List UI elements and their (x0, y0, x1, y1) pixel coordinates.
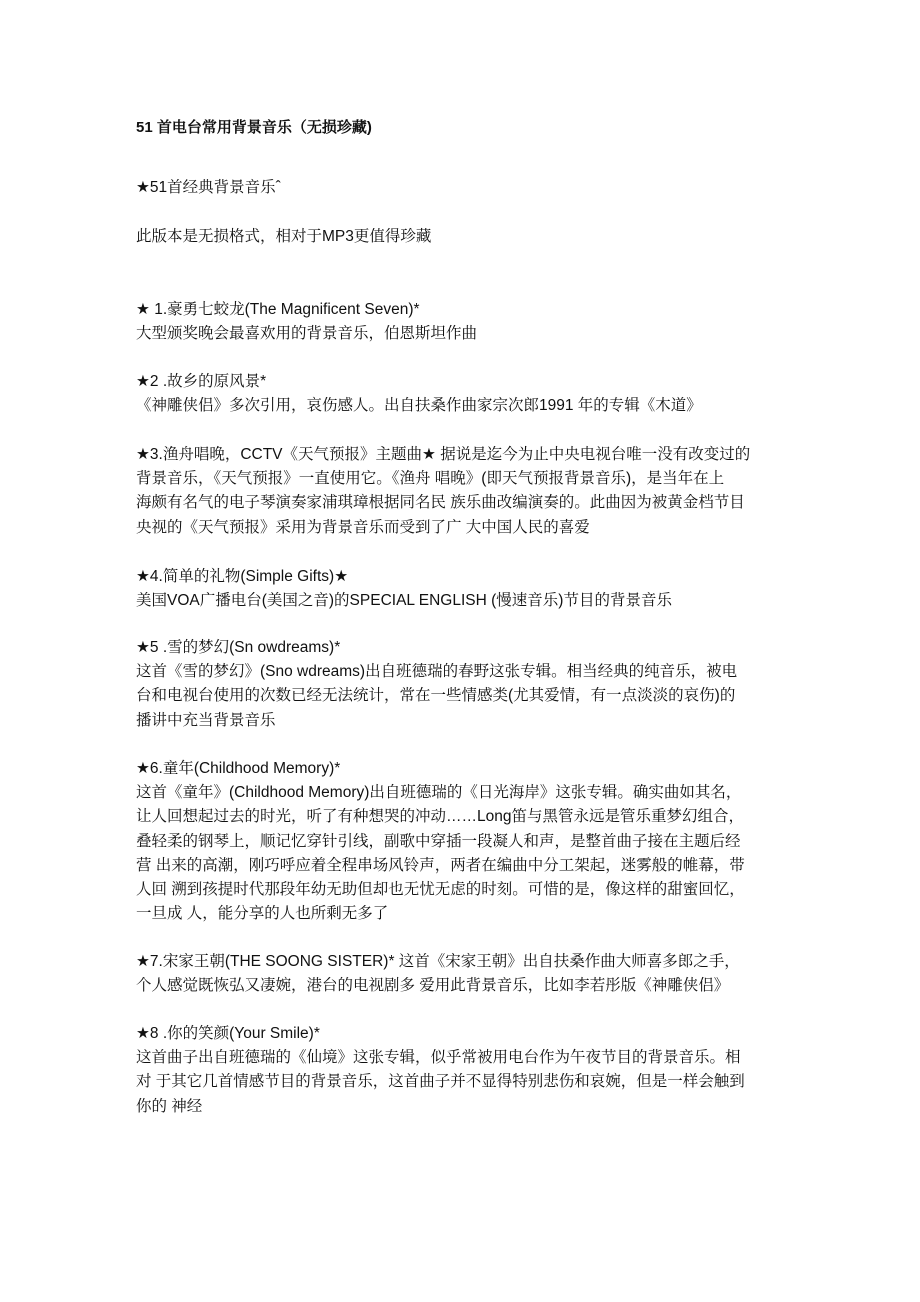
item-description: 《神雕侠侣》多次引用，哀伤感人。出自扶桑作曲家宗次郎1991 年的专辑《木道》 (136, 397, 702, 415)
music-item (136, 1022, 796, 1119)
music-item (136, 757, 796, 926)
item-description: 营 出来的高潮，刚巧呼应着全程串场风铃声，两者在编曲中分工架起，迷雾般的帷幕，带 (136, 856, 745, 874)
item-description: 背景音乐，《天气预报》一直使用它。《渔舟 唱晚》(即天气预报背景音乐)，是当年在上 (136, 470, 725, 488)
item-heading: ★2 .故乡的原风景* (136, 373, 267, 390)
item-description: 播讲中充当背景音乐 (136, 711, 276, 729)
item-description: 个人感觉既恢弘又凄婉，港台的电视剧多 爱用此背景音乐，比如李若彤版《神雕侠侣》 (136, 977, 730, 995)
intro-text: 此版本是无损格式，相对于MP3更值得珍藏 (136, 228, 432, 245)
item-description: 台和电视台使用的次数已经无法统计，常在一些情感类(尤其爱情，有一点淡淡的哀伤)的 (136, 687, 736, 705)
item-description: 美国VOA广播电台(美国之音)的SPECIAL ENGLISH (慢速音乐)节目的背景音乐 (136, 592, 672, 610)
item-description: 对 于其它几首情感节目的背景音乐，这首曲子并不显得特别悲伤和哀婉，但是一样会触到 (136, 1073, 745, 1091)
subtitle-block (136, 176, 796, 200)
item-description: 大型颁奖晚会最喜欢用的背景音乐，伯恩斯坦作曲 (136, 325, 478, 343)
item-description: 这首《雪的梦幻》(Sno wdreams)出自班德瑞的春野这张专辑。相当经典的纯音乐，被电 (136, 663, 738, 681)
item-heading: ★8 .你的笑颜(Your Smile)* (136, 1025, 320, 1042)
item-description: 人回 溯到孩提时代那段年幼无助但却也无忧无虑的时刻。可惜的是，像这样的甜蜜回忆， (136, 880, 745, 898)
intro-block (136, 225, 796, 249)
document-title-block (136, 116, 796, 140)
item-description: 这首《童年》(Childhood Memory)出自班德瑞的《日光海岸》这张专辑。确实曲如其名， (136, 784, 742, 802)
item-heading: ★7.宋家王朝(THE SOONG SISTER)* 这首《宋家王朝》出自扶桑作曲大师喜多郎之手， (136, 953, 740, 970)
item-heading: ★5 .雪的梦幻(Sn owdreams)* (136, 639, 341, 656)
item-description: 一旦成 人，能分享的人也所剩无多了 (136, 905, 389, 923)
document-title: 51 首电台常用背景音乐（无损珍藏) (136, 119, 372, 136)
music-item (136, 565, 796, 613)
music-item (136, 370, 796, 418)
item-description: 海颇有名气的电子琴演奏家浦琪璋根据同名民 族乐曲改编演奏的。此曲因为被黄金档节目 (136, 494, 745, 512)
item-heading: ★4.简单的礼物(Simple Gifts)★ (136, 568, 349, 585)
subtitle: ★51首经典背景音乐ˆ (136, 179, 281, 196)
item-description: 你的 神经 (136, 1097, 203, 1115)
music-item (136, 298, 796, 346)
item-description: 叠轻柔的钢琴上，顺记忆穿针引线，副歌中穿插一段凝人和声，是整首曲子接在主题后经 (136, 832, 741, 850)
music-item (136, 950, 796, 998)
item-description: 这首曲子出自班德瑞的《仙境》这张专辑，似乎常被用电台作为午夜节目的背景音乐。相 (136, 1049, 741, 1067)
music-item (136, 636, 796, 733)
music-item (136, 443, 796, 540)
item-heading: ★3.渔舟唱晚，CCTV《天气预报》主题曲★ 据说是迄今为止中央电视台唯一没有改变过的 (136, 446, 751, 463)
item-description: 央视的《天气预报》采用为背景音乐而受到了广 大中国人民的喜爱 (136, 518, 590, 536)
item-heading: ★ 1.豪勇七蛟龙(The Magnificent Seven)* (136, 301, 420, 318)
item-description: 让人回想起过去的时光，听了有种想哭的冲动……Long笛与黑管永远是管乐重梦幻组合， (136, 808, 744, 826)
item-heading: ★6.童年(Childhood Memory)* (136, 760, 341, 777)
